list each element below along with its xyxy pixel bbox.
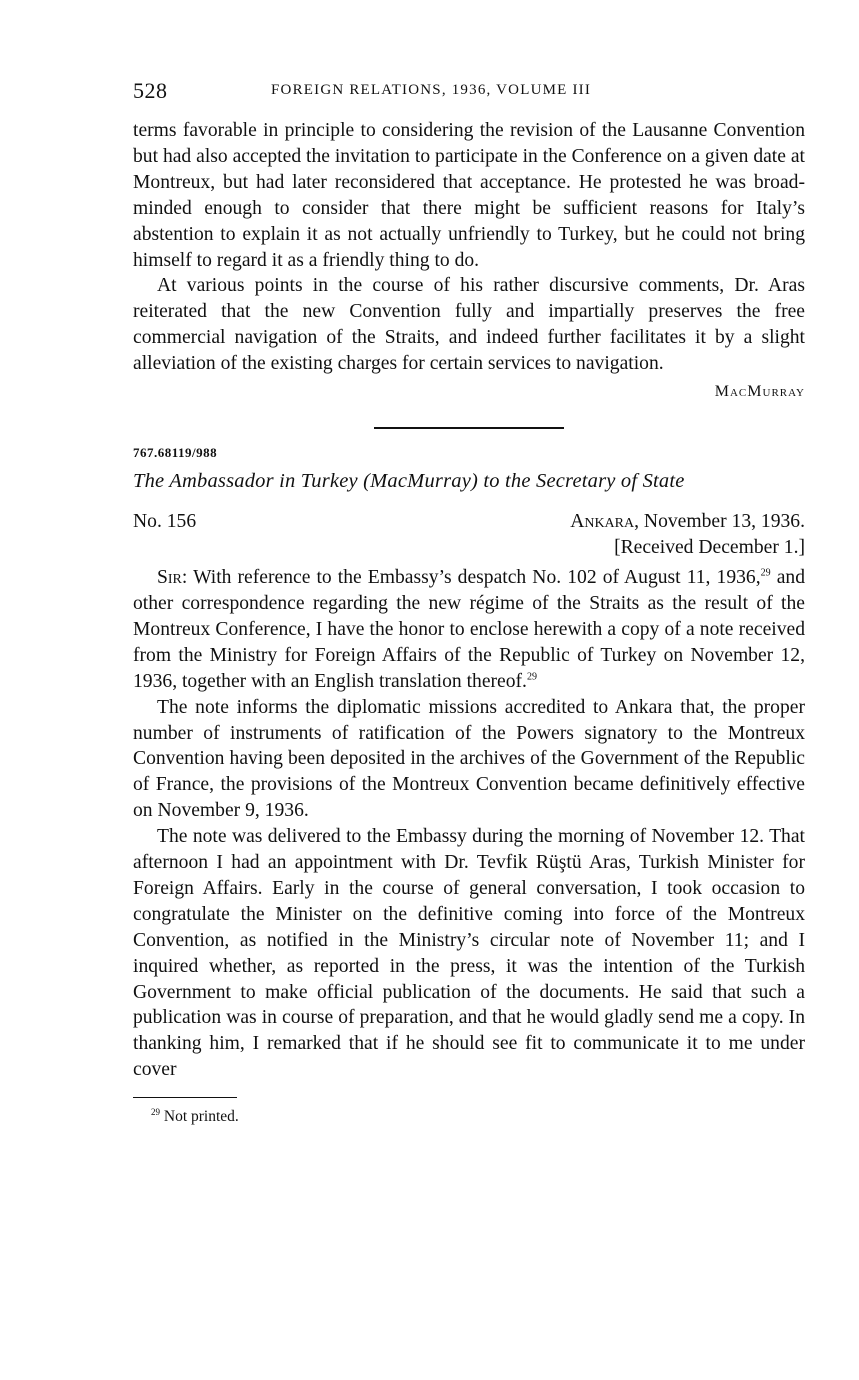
footnote-marker: 29 xyxy=(151,1107,160,1118)
signature: MacMurray xyxy=(714,383,805,401)
despatch-number: No. 156 xyxy=(133,511,197,533)
salutation: Sir xyxy=(157,567,182,589)
page-number: 528 xyxy=(133,78,168,103)
paragraph: The note informs the diplomatic missions accredited to Ankara that, the proper number of instruments of ratification of the Powers signatory to the Montreux Convention having been deposited in the archives of the Government of the Republic of France, the provisions of the Montreux Convention became definitively effective on November 9, 1936. xyxy=(133,696,805,822)
footnote-ref: 29 xyxy=(760,567,771,579)
file-number: 767.68119/988 xyxy=(133,445,218,461)
section-divider xyxy=(374,427,564,429)
paragraph-text: : With reference to the Embassy’s despatch No. 102 of August 11, 1936, xyxy=(181,567,761,589)
place: Ankara, xyxy=(570,511,640,533)
dateline xyxy=(133,509,805,559)
document-page xyxy=(133,78,805,1126)
place-date xyxy=(570,509,805,535)
footnote-ref: 29 xyxy=(526,671,537,683)
footnote-text: Not printed. xyxy=(163,1108,239,1126)
running-title: FOREIGN RELATIONS, 1936, VOLUME III xyxy=(271,82,592,98)
letter-body xyxy=(133,565,805,1083)
footnote-divider xyxy=(133,1097,237,1098)
paragraph-text: and other correspondence regarding the new régime of the Straits as the result of the Montreux Conference, I have the honor to enclose herewith a copy of a note received from the Ministry for Foreign Affairs of the Republic of Turkey on November 12, 1936, together with an English translation thereof. xyxy=(133,567,805,692)
paragraph: The note was delivered to the Embassy during the morning of November 12. That afternoon I had an appointment with Dr. Tevfik Rüştü Aras, Turkish Minister for Foreign Affairs. Early in the course of general conversation, I took occasion to congratulate the Minister on the definitive coming into force of the Montreux Convention, as notified in the Ministry’s circular note of November 11; and I inquired whether, as reported in the press, it was the intention of the Turkish Government to make official publication of the documents. He said that such a publication was in course of preparation, and that he would gladly send me a copy. In thanking him, I remarked that if he should see fit to communicate it to me under cover xyxy=(133,826,805,1081)
running-head xyxy=(133,78,805,108)
continued-paragraph: terms favorable in principle to considering the revision of the Lausanne Convention but had also accepted the invitation to participate in the Conference on a given date at Montreux, but had later reconsidered that acceptance. He protested he was broad-minded enough to consider that there might be sufficient reasons for Italy’s abstention to explain it as not actually unfriendly to Turkey, but he could not bring himself to regard it as a friendly thing to do. xyxy=(133,120,805,271)
paragraph xyxy=(133,565,805,695)
received-date: [Received December 1.] xyxy=(614,536,805,558)
date: November 13, 1936. xyxy=(643,511,805,533)
document-title: The Ambassador in Turkey (MacMurray) to the Secretary of State xyxy=(133,470,685,493)
paragraph: At various points in the course of his rather discursive comments, Dr. Aras reiterated that the new Convention fully and impartially preserves the free commercial navigation of the Straits, and indeed further facilitates it by a slight alleviation of the existing charges for certain services to navigation. xyxy=(133,275,805,375)
footnote xyxy=(151,1108,805,1126)
